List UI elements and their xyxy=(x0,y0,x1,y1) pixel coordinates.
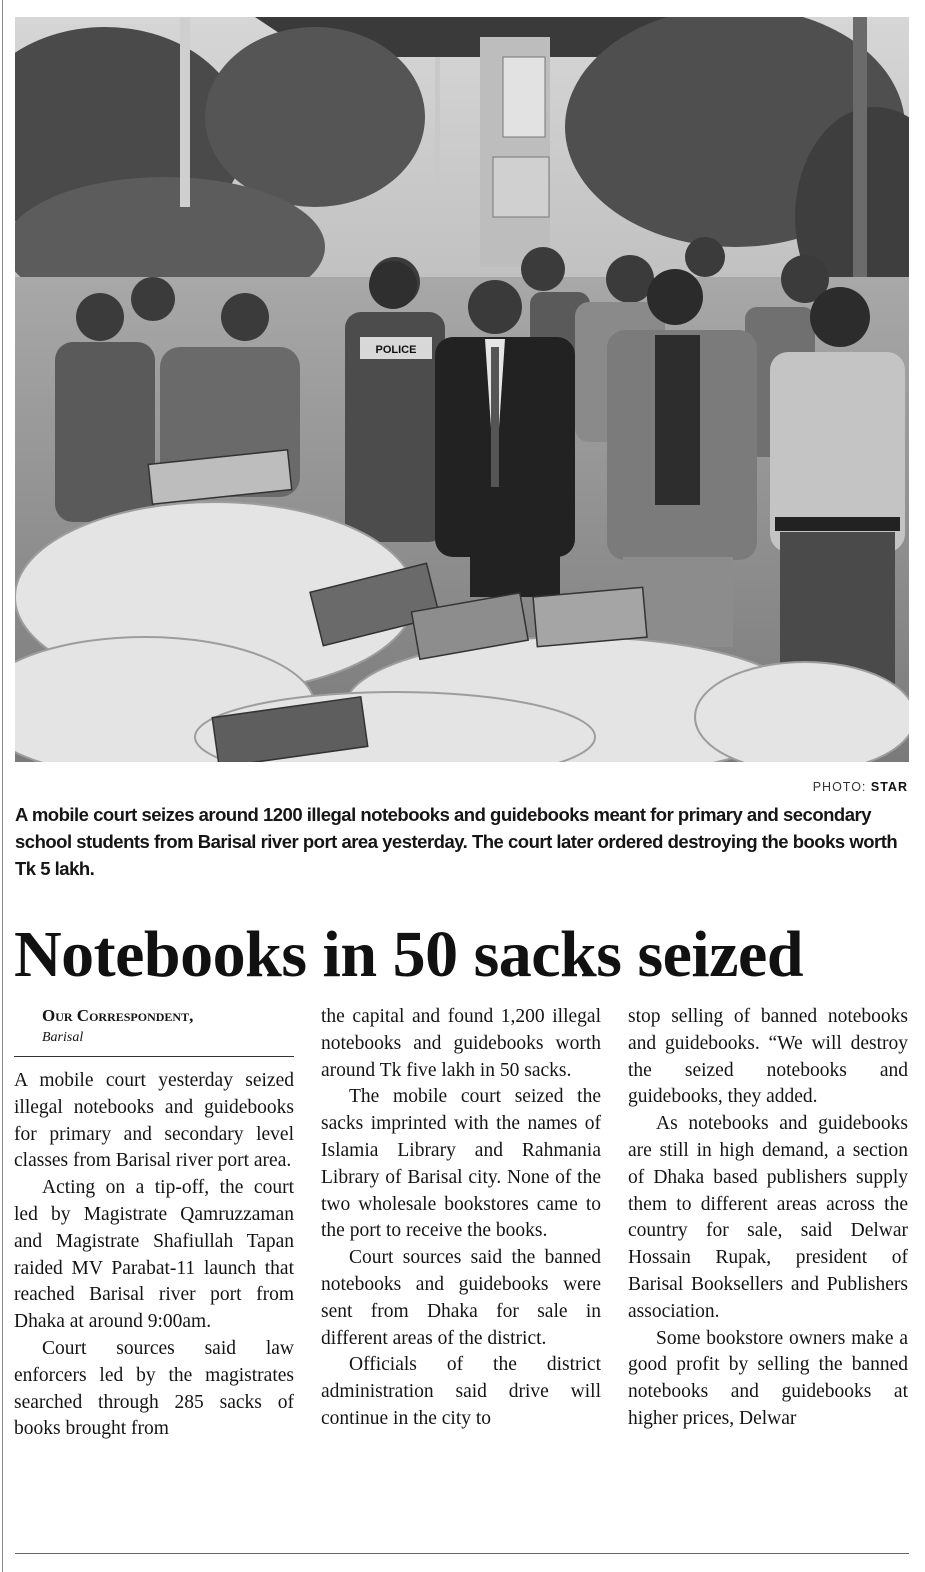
paragraph: stop selling of banned notebooks and guidebooks. “We will destroy the seized notebooks and guidebooks, they added. xyxy=(628,1006,908,1108)
paragraph: Officials of the district administration said drive will continue in the city to xyxy=(321,1354,601,1429)
byline-divider xyxy=(14,1056,294,1057)
photo-caption: A mobile court seizes around 1200 illegal notebooks and guidebooks meant for primary and secondary school students from Barisal river port area yesterday. The court later ordered destroying the books worth Tk 5 lakh. xyxy=(15,804,898,879)
news-photo xyxy=(15,17,909,762)
photo-credit-prefix: PHOTO: xyxy=(812,780,867,794)
page-edge-rule xyxy=(2,0,3,1572)
paragraph: Court sources said law enforcers led by the magistrates searched through 285 sacks of books brought from xyxy=(14,1337,294,1440)
paragraph: Some bookstore owners make a good profit by selling the banned notebooks and guidebooks at higher prices, Delwar xyxy=(628,1327,908,1429)
police-vest-label: POLICE xyxy=(375,344,417,356)
article-column-2 xyxy=(321,1004,601,1433)
dateline: Barisal xyxy=(42,1030,84,1045)
paragraph: The mobile court seized the sacks imprinted with the names of Islamia Library and Rahmania Library of Barisal city. None of the two wholesale bookstores came to the port to receive the books. xyxy=(321,1086,601,1242)
paragraph: A mobile court yesterday seized illegal notebooks and guidebooks for primary and secondary level classes from Barisal river port area. xyxy=(14,1070,294,1172)
paragraph: Acting on a tip-off, the court led by Magistrate Qamruzzaman and Magistrate Shafiullah Tapan raided MV Parabat-11 launch that reached Barisal river port from Dhaka at around 9:00am. xyxy=(14,1177,294,1333)
article-column-3 xyxy=(628,1004,908,1433)
photo-credit-source: STAR xyxy=(870,780,908,794)
bottom-divider xyxy=(15,1553,909,1554)
article-column-1 xyxy=(14,1004,294,1443)
paragraph: Court sources said the banned notebooks and guidebooks were sent from Dhaka for sale in different areas of the district. xyxy=(321,1247,601,1349)
headline: Notebooks in 50 sacks seized xyxy=(14,918,804,991)
paragraph: As notebooks and guidebooks are still in high demand, a section of Dhaka based publishers supply them to different areas across the country for sale, said Delwar Hossain Rupak, president of Barisal Booksellers and Publishers association. xyxy=(628,1113,908,1322)
byline: Our Correspondent, xyxy=(42,1006,194,1025)
paragraph: the capital and found 1,200 illegal notebooks and guidebooks worth around Tk five lakh in 50 sacks. xyxy=(321,1006,601,1081)
photo-credit xyxy=(813,780,908,794)
